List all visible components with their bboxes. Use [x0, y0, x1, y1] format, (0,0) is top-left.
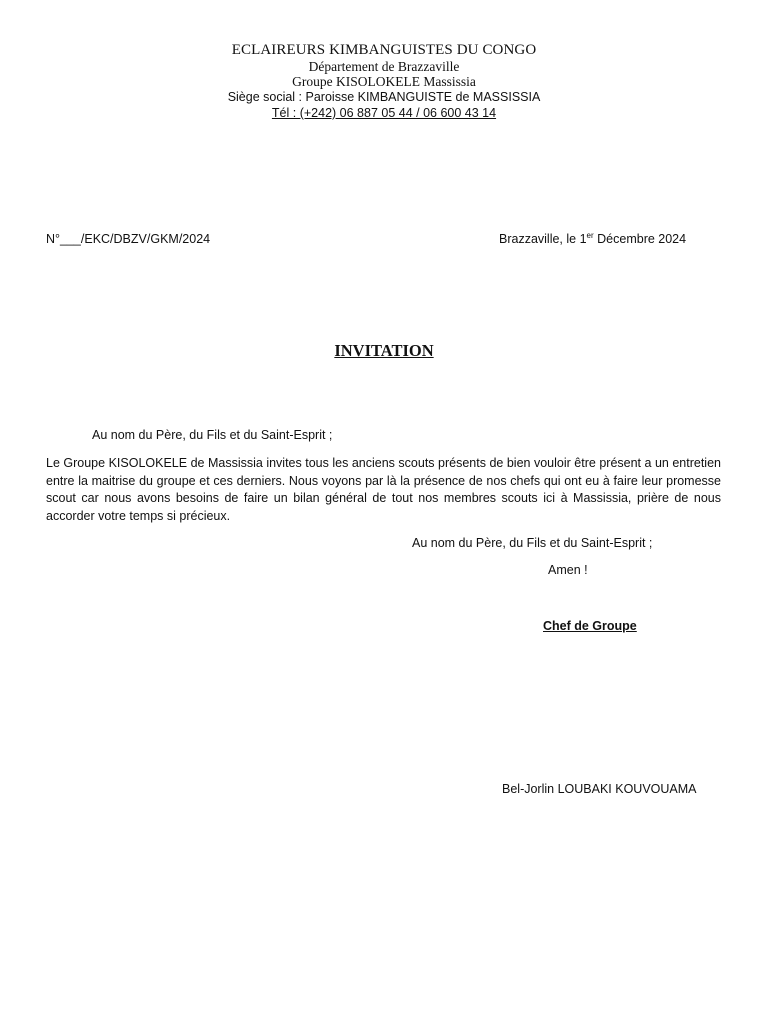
- greeting: Au nom du Père, du Fils et du Saint-Esprit ;: [92, 428, 333, 442]
- body-paragraph: Le Groupe KISOLOKELE de Massissia invites tous les anciens scouts présents de bien vouloir être présent a un entretien entre la maitrise du groupe et ces derniers. Nous voyons par là la présence de nos chefs qui ont eu à faire leur promesse scout car nous avons besoins de faire un bilan général de tout nos membres scouts ici à Massissia, prière de nous accorder votre temps si précieux.: [46, 456, 721, 523]
- seat-line: Siège social : Paroisse KIMBANGUISTE de MASSISSIA: [227, 90, 541, 104]
- reference-number: N°___/EKC/DBZV/GKM/2024: [46, 232, 211, 246]
- organization-name: ECLAIREURS KIMBANGUISTES DU CONGO: [231, 42, 537, 58]
- closing-blessing: Au nom du Père, du Fils et du Saint-Esprit ;: [412, 536, 653, 550]
- date-superscript: er: [586, 231, 594, 240]
- letterhead: [0, 42, 768, 121]
- signatory-title: Chef de Groupe: [543, 619, 637, 633]
- phone-line: [0, 105, 768, 121]
- date-suffix: Décembre 2024: [593, 232, 687, 246]
- closing-amen: Amen !: [548, 563, 588, 577]
- department-line: Département de Brazzaville: [308, 59, 460, 74]
- date-prefix: Brazzaville, le 1: [499, 232, 587, 246]
- document-title: INVITATION: [334, 341, 434, 360]
- letter-date: [499, 232, 686, 246]
- group-line: Groupe KISOLOKELE Massissia: [292, 74, 476, 89]
- phone-text: Tél : (+242) 06 887 05 44 / 06 600 43 14: [271, 106, 497, 120]
- signatory-name: Bel-Jorlin LOUBAKI KOUVOUAMA: [502, 782, 697, 796]
